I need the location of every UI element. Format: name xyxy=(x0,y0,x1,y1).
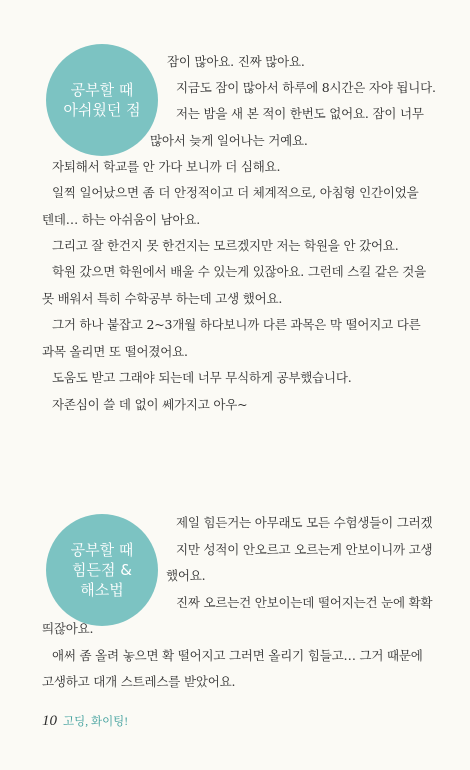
paragraph-line: 했어요. xyxy=(166,568,206,583)
paragraph-line: 그리고 잘 한건지 못 한건지는 모르겠지만 저는 학원을 안 갔어요. xyxy=(52,238,399,253)
paragraph-line: 지금도 잠이 많아서 하루에 8시간은 자야 됩니다. xyxy=(176,80,436,95)
paragraph-line: 애써 좀 올려 놓으면 확 떨어지고 그러면 올리기 힘들고… 그거 때문에 xyxy=(52,648,423,663)
paragraph-line: 학원 갔으면 학원에서 배울 수 있는게 있잖아요. 그런데 스킬 같은 것을 xyxy=(52,264,427,279)
paragraph-line: 일찍 일어났으면 좀 더 안정적이고 더 체계적으로, 아침형 인간이었을 xyxy=(52,185,419,200)
paragraph-line: 많아서 늦게 일어나는 거예요. xyxy=(150,133,308,148)
paragraph-line: 텐데… 하는 아쉬움이 남아요. xyxy=(42,212,201,227)
badge-line: 공부할 때 xyxy=(70,541,134,559)
badge-line: 해소법 xyxy=(80,581,124,599)
section-badge-regrets xyxy=(46,44,158,156)
paragraph-line: 지만 성적이 안오르고 오르는게 안보이니까 고생 xyxy=(176,542,433,557)
paragraph-line: 과목 올리면 또 떨어졌어요. xyxy=(42,344,188,359)
page-footer xyxy=(42,713,128,730)
paragraph-line: 고생하고 대개 스트레스를 받았어요. xyxy=(42,674,236,689)
paragraph-line: 자존심이 쓸 데 없이 쎄가지고 아우~ xyxy=(52,397,248,412)
paragraph-line: 진짜 오르는건 안보이는데 떨어지는건 눈에 확확 xyxy=(176,595,433,610)
badge-line: 힘든점 & xyxy=(72,561,132,579)
paragraph-line: 저는 밤을 새 본 적이 한번도 없어요. 잠이 너무 xyxy=(176,106,424,121)
book-title: 고딩, 화이팅! xyxy=(63,716,129,728)
paragraph-line: 도움도 받고 그래야 되는데 너무 무식하게 공부했습니다. xyxy=(52,370,352,385)
section-badge-difficulties xyxy=(46,514,158,626)
paragraph-line: 그거 하나 붙잡고 2~3개월 하다보니까 다른 과목은 막 떨어지고 다른 xyxy=(52,317,421,332)
paragraph-line: 제일 힘든거는 아무래도 모든 수험생들이 그러겠 xyxy=(176,515,433,530)
paragraph-line: 자퇴해서 학교를 안 가다 보니까 더 심해요. xyxy=(52,159,281,174)
paragraph-line: 못 배워서 특히 수학공부 하는데 고생 했어요. xyxy=(42,291,283,306)
paragraph-line: 잠이 많아요. 진짜 많아요. xyxy=(167,54,305,69)
page-number: 10 xyxy=(42,713,57,729)
badge-line: 아쉬웠던 점 xyxy=(63,101,141,119)
paragraph-line: 띄잖아요. xyxy=(42,621,94,636)
badge-line: 공부할 때 xyxy=(70,81,134,99)
